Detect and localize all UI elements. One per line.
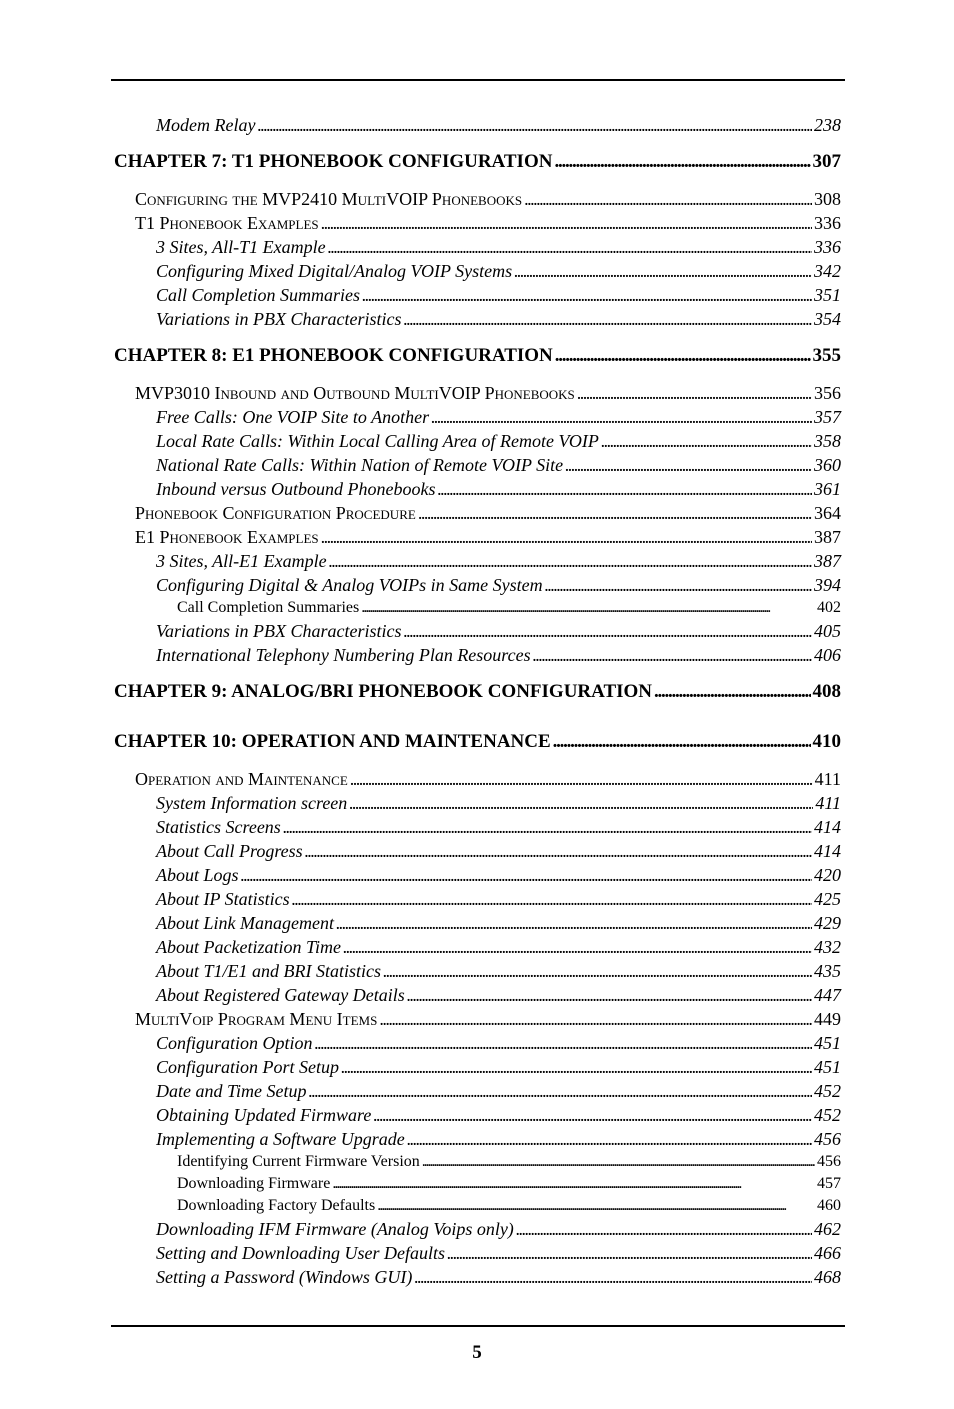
- toc-entry-page: 462: [814, 1219, 841, 1239]
- toc-entry-title: 3 Sites, All-E1 Example: [156, 551, 327, 571]
- toc-entry-section[interactable]: [114, 211, 841, 235]
- dot-leader: [305, 839, 812, 863]
- dot-leader: [514, 259, 812, 283]
- dot-leader: [283, 815, 812, 839]
- toc-entry-small[interactable]: [114, 1195, 841, 1217]
- dot-leader: [241, 863, 812, 887]
- toc-entry-title: Call Completion Summaries: [177, 599, 360, 616]
- toc-entry-sub[interactable]: [114, 1079, 841, 1103]
- toc-spacer: [114, 754, 841, 767]
- toc-entry-page: 410: [812, 731, 841, 752]
- toc-entry-chapter[interactable]: [114, 680, 841, 704]
- toc-entry-title: MVP3010 Inbound and Outbound MultiVOIP Phonebooks: [135, 383, 575, 403]
- toc-entry-page: 420: [814, 865, 841, 885]
- toc-entry-sub[interactable]: [114, 549, 841, 573]
- toc-entry-title: Configuration Port Setup: [156, 1057, 340, 1077]
- toc-entry-title: Downloading Firmware: [177, 1175, 331, 1192]
- dot-leader: [545, 573, 812, 597]
- toc-entry-page: 468: [814, 1267, 841, 1287]
- toc-entry-title: Configuration Option: [156, 1033, 313, 1053]
- toc-entry-title: Call Completion Summaries: [156, 285, 361, 305]
- toc-entry-title: Configuring Digital & Analog VOIPs in Same System: [156, 575, 543, 595]
- dot-leader: [516, 1217, 812, 1241]
- toc-entry-page: 351: [814, 285, 841, 305]
- dot-leader: [336, 911, 812, 935]
- dot-leader: [404, 307, 813, 331]
- toc-entry-title: Inbound versus Outbound Phonebooks: [156, 479, 436, 499]
- toc-entry-title: CHAPTER 9: ANALOG/BRI PHONEBOOK CONFIGURATION: [114, 681, 653, 702]
- toc-entry-title: CHAPTER 8: E1 PHONEBOOK CONFIGURATION: [114, 345, 553, 366]
- toc-entry-title: Configuring Mixed Digital/Analog VOIP Systems: [156, 261, 513, 281]
- toc-entry-title: 3 Sites, All-T1 Example: [156, 237, 326, 257]
- toc-entry-page: 452: [814, 1081, 841, 1101]
- dot-leader: [341, 1055, 812, 1079]
- toc-entry-title: Operation and Maintenance: [135, 769, 348, 789]
- toc-spacer: [114, 667, 841, 680]
- dot-leader: [407, 1127, 812, 1151]
- toc-entry-page: 456: [814, 1129, 841, 1149]
- toc-spacer: [114, 704, 841, 730]
- toc-entry-section[interactable]: [114, 525, 841, 549]
- toc-entry-sub[interactable]: [114, 1241, 841, 1265]
- dot-leader: [373, 1103, 812, 1127]
- toc-entry-chapter[interactable]: [114, 344, 841, 368]
- toc-entry-sub[interactable]: [114, 453, 841, 477]
- toc-entry-title: Variations in PBX Characteristics: [156, 621, 402, 641]
- toc-entry-sub[interactable]: [114, 429, 841, 453]
- toc-entry-title: Statistics Screens: [156, 817, 281, 837]
- toc-entry-title: Phonebook Configuration Procedure: [135, 503, 416, 523]
- toc-entry-page: 387: [814, 527, 841, 547]
- toc-entry-sub[interactable]: [114, 911, 841, 935]
- dot-leader: [379, 1007, 812, 1031]
- toc-entry-sub[interactable]: [114, 1127, 841, 1151]
- toc-entry-section[interactable]: [114, 1007, 841, 1031]
- toc-entry-sub[interactable]: [114, 815, 841, 839]
- dot-leader: [350, 767, 813, 791]
- toc-entry-title: National Rate Calls: Within Nation of Remote VOIP Site: [156, 455, 564, 475]
- toc-entry-sub[interactable]: [114, 1055, 841, 1079]
- toc-entry-page: 457: [817, 1175, 841, 1192]
- footer-rule: [111, 1325, 845, 1327]
- toc-entry-page: 456: [817, 1153, 841, 1170]
- dot-leader: [257, 113, 812, 137]
- dot-leader: [321, 211, 812, 235]
- dot-leader: [437, 477, 812, 501]
- toc-entry-sub[interactable]: [114, 307, 841, 331]
- toc-spacer: [114, 174, 841, 187]
- toc-entry-title: Downloading Factory Defaults: [177, 1197, 376, 1214]
- table-of-contents: [114, 113, 841, 1289]
- toc-entry-page: 357: [814, 407, 841, 427]
- toc-spacer: [114, 368, 841, 381]
- toc-entry-page: 307: [812, 151, 841, 172]
- dot-leader: [292, 887, 812, 911]
- toc-entry-page: 356: [814, 383, 841, 403]
- toc-entry-sub[interactable]: [114, 1265, 841, 1289]
- toc-entry-sub[interactable]: [114, 283, 841, 307]
- toc-entry-sub[interactable]: [114, 863, 841, 887]
- toc-entry-sub[interactable]: [114, 983, 841, 1007]
- page-number: 5: [472, 1342, 482, 1363]
- dot-leader: [414, 1265, 812, 1289]
- toc-entry-title: International Telephony Numbering Plan Resources: [156, 645, 531, 665]
- dot-leader: [362, 283, 812, 307]
- toc-entry-title: MultiVoip Program Menu Items: [135, 1009, 378, 1029]
- toc-entry-title: CHAPTER 10: OPERATION AND MAINTENANCE: [114, 731, 551, 752]
- toc-entry-sub[interactable]: [114, 1217, 841, 1241]
- toc-entry-page: 405: [814, 621, 841, 641]
- toc-entry-title: Setting and Downloading User Defaults: [156, 1243, 445, 1263]
- toc-entry-title: About IP Statistics: [156, 889, 290, 909]
- toc-spacer: [114, 137, 841, 150]
- toc-entry-small[interactable]: [114, 1151, 841, 1173]
- toc-entry-sub[interactable]: [114, 839, 841, 863]
- dot-leader: [422, 1151, 815, 1173]
- header-rule: [111, 79, 845, 81]
- toc-entry-page: 452: [814, 1105, 841, 1125]
- toc-entry-title: Free Calls: One VOIP Site to Another: [156, 407, 430, 427]
- toc-entry-small[interactable]: [114, 597, 841, 619]
- toc-entry-sub[interactable]: [114, 477, 841, 501]
- dot-leader: [533, 643, 812, 667]
- toc-entry-sub[interactable]: [114, 619, 841, 643]
- dot-leader: [654, 680, 810, 704]
- toc-entry-sub[interactable]: [114, 643, 841, 667]
- toc-entry-title: About Packetization Time: [156, 937, 341, 957]
- toc-entry-page: 361: [814, 479, 841, 499]
- dot-leader: [554, 150, 810, 174]
- toc-entry-page: 387: [814, 551, 841, 571]
- toc-entry-sub[interactable]: [114, 887, 841, 911]
- toc-entry-title: System Information screen: [156, 793, 348, 813]
- toc-entry-title: CHAPTER 7: T1 PHONEBOOK CONFIGURATION: [114, 151, 553, 172]
- toc-entry-page: 354: [814, 309, 841, 329]
- dot-leader: [321, 525, 812, 549]
- toc-entry-sub[interactable]: [114, 1031, 841, 1055]
- toc-entry-title: About T1/E1 and BRI Statistics: [156, 961, 381, 981]
- toc-entry-sub[interactable]: [114, 1103, 841, 1127]
- toc-entry-page: 360: [814, 455, 841, 475]
- toc-entry-page: 435: [814, 961, 841, 981]
- dot-leader: [555, 344, 811, 368]
- dot-leader: [383, 959, 812, 983]
- dot-leader: [565, 453, 812, 477]
- toc-entry-page: 342: [814, 261, 841, 281]
- toc-entry-page: 414: [814, 841, 841, 861]
- toc-entry-page: 466: [814, 1243, 841, 1263]
- toc-entry-page: 408: [812, 681, 841, 702]
- dot-leader: [361, 597, 815, 619]
- toc-entry-page: 414: [814, 817, 841, 837]
- toc-entry-title: About Logs: [156, 865, 239, 885]
- dot-leader: [418, 501, 812, 525]
- toc-entry-small[interactable]: [114, 1173, 841, 1195]
- dot-leader: [315, 1031, 812, 1055]
- toc-entry-title: Date and Time Setup: [156, 1081, 307, 1101]
- toc-entry-page: 308: [814, 189, 841, 209]
- toc-entry-page: 364: [814, 503, 841, 523]
- toc-entry-section[interactable]: [114, 381, 841, 405]
- toc-entry-page: 355: [812, 345, 841, 366]
- toc-entry-section[interactable]: [114, 501, 841, 525]
- toc-entry-title: About Link Management: [156, 913, 334, 933]
- dot-leader: [332, 1173, 815, 1195]
- toc-entry-page: 425: [814, 889, 841, 909]
- toc-entry-sub[interactable]: [114, 259, 841, 283]
- toc-entry-page: 429: [814, 913, 841, 933]
- toc-entry-page: 460: [817, 1197, 841, 1214]
- toc-entry-page: 336: [814, 213, 841, 233]
- toc-entry-page: 238: [814, 115, 841, 135]
- toc-entry-page: 447: [814, 985, 841, 1005]
- dot-leader: [407, 983, 812, 1007]
- toc-entry-page: 394: [814, 575, 841, 595]
- dot-leader: [404, 619, 813, 643]
- toc-entry-title: T1 Phonebook Examples: [135, 213, 319, 233]
- dot-leader: [447, 1241, 812, 1265]
- toc-entry-title: Configuring the MVP2410 MultiVOIP Phonebooks: [135, 189, 523, 209]
- toc-entry-title: Modem Relay: [156, 115, 256, 135]
- toc-entry-title: Obtaining Updated Firmware: [156, 1105, 372, 1125]
- toc-entry-page: 402: [817, 599, 841, 616]
- toc-entry-page: 449: [814, 1009, 841, 1029]
- toc-entry-sub[interactable]: [114, 405, 841, 429]
- toc-entry-sub[interactable]: [114, 791, 841, 815]
- toc-entry-page: 411: [814, 769, 841, 789]
- toc-entry-section[interactable]: [114, 767, 841, 791]
- toc-spacer: [114, 331, 841, 344]
- toc-entry-page: 406: [814, 645, 841, 665]
- toc-entry-sub[interactable]: [114, 935, 841, 959]
- toc-entry-chapter[interactable]: [114, 150, 841, 174]
- dot-leader: [553, 730, 811, 754]
- toc-entry-page: 432: [814, 937, 841, 957]
- toc-entry-title: Local Rate Calls: Within Local Calling Area of Remote VOIP: [156, 431, 599, 451]
- toc-entry-title: About Call Progress: [156, 841, 303, 861]
- toc-entry-title: Identifying Current Firmware Version: [177, 1153, 420, 1170]
- toc-entry-title: Implementing a Software Upgrade: [156, 1129, 405, 1149]
- dot-leader: [431, 405, 812, 429]
- toc-entry-sub[interactable]: [114, 113, 841, 137]
- toc-entry-sub[interactable]: [114, 959, 841, 983]
- dot-leader: [329, 549, 812, 573]
- dot-leader: [349, 791, 813, 815]
- toc-entry-page: 336: [814, 237, 841, 257]
- toc-entry-title: About Registered Gateway Details: [156, 985, 405, 1005]
- toc-entry-sub[interactable]: [114, 573, 841, 597]
- dot-leader: [601, 429, 812, 453]
- toc-entry-title: E1 Phonebook Examples: [135, 527, 319, 547]
- toc-entry-title: Setting a Password (Windows GUI): [156, 1267, 413, 1287]
- toc-entry-sub[interactable]: [114, 235, 841, 259]
- dot-leader: [328, 235, 812, 259]
- toc-entry-title: Variations in PBX Characteristics: [156, 309, 402, 329]
- toc-entry-page: 411: [815, 793, 841, 813]
- dot-leader: [343, 935, 812, 959]
- dot-leader: [309, 1079, 813, 1103]
- toc-entry-title: Downloading IFM Firmware (Analog Voips only): [156, 1219, 514, 1239]
- toc-entry-page: 358: [814, 431, 841, 451]
- toc-entry-page: 451: [814, 1057, 841, 1077]
- toc-entry-section[interactable]: [114, 187, 841, 211]
- toc-entry-page: 451: [814, 1033, 841, 1053]
- dot-leader: [577, 381, 812, 405]
- dot-leader: [377, 1195, 815, 1217]
- dot-leader: [524, 187, 812, 211]
- toc-entry-chapter[interactable]: [114, 730, 841, 754]
